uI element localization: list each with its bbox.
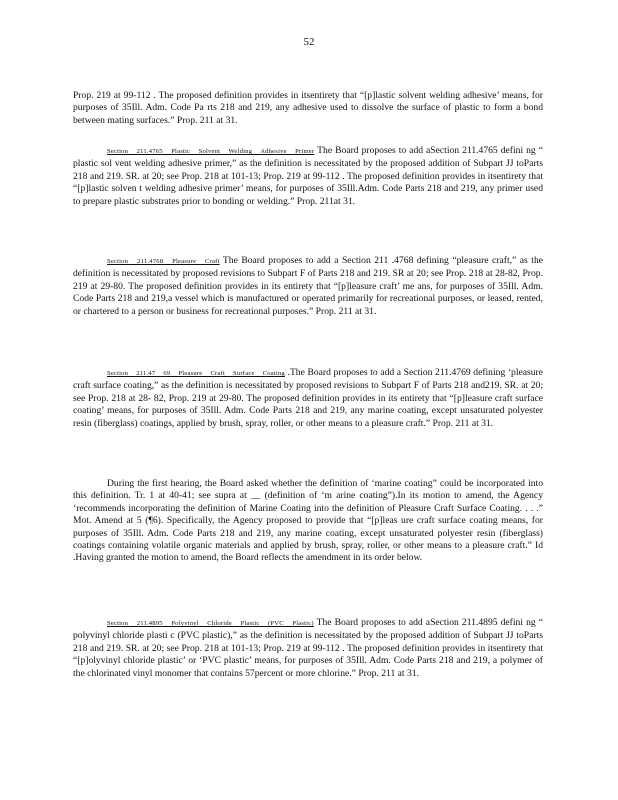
paragraph-text: .The Board proposes to add a Section 211.4769 defining ‘pleasure craft surface coating,” as the definition is necessitated by proposed revisions to Subpart F of Parts 218 and219. SR. at 20; see Prop. 218 at 28- 82, Prop. 219 at 29-80. The proposed definition provides in its entirety that “[p]leasure craft surface coating’ means, for purposes of 35Ill. Adm. Code Parts 218 and 219, any marine coating, except unsaturated polyester resin (fiberglass) coatings, applied by brush, spray, roller, or other means to a pleasure craft.” Prop. 211 at 31. [73,367,544,429]
paragraph-text: The Board proposes to add aSection 211.4765 defini ng “ plastic sol vent welding adhesive primer,” as the definition is necessitated by the proposed addition of Subpart JJ toParts 218 and 219. SR. at 20; see Prop. 218 at 101-13; Prop. 219 at 99-112 . The proposed definition provides in itsentirety that “[p]lastic solven t welding adhesive primer’ means, for purposes of 35Ill.Adm. Code Parts 218 and 219, any primer used to prepare plastic substrates prior to bonding or welding.” Prop. 211at 31. [73,145,544,207]
paragraph-text: Prop. 219 at 99-112 . The proposed definition provides in itsentirety that “[p]lastic solvent welding adhesive’ means, for purposes of 35Ill. Adm. Code Pa rts 218 and 219, any adhesive used to dissolve the surface of plastic to form a bond between mating surfaces.” Prop. 211 at 31. [73,90,543,126]
paragraph-text: The Board proposes to add aSection 211.4895 defini ng “ polyvinyl chloride plasti c (PVC plastic),” as the definition is necessitated by the proposed addition of Subpart JJ toParts 218 and 219. SR. at 20; see Prop. 218 at 101-13; Prop. 219 at 99-112 . The proposed definition provides in itsentirety that “[p]olyvinyl chloride plastic’ or ‘PVC plastic’ means, for purposes of 35Ill. Adm. Code Parts 218 and 219, a polymer of the chlorinated vinyl monomer that contains 57percent or more chlorine.” Prop. 211 at 31. [73,617,543,679]
paragraph-section-211-4769 [73,367,543,430]
section-heading: Section 211.4768 Pleasure Craft [107,258,220,265]
section-heading: Section 211.47 69 Pleasure Craft Surface Coating [107,370,285,377]
paragraph-first-hearing-discussion [73,478,543,565]
paragraph-section-211-4895 [73,617,543,680]
paragraph-plastic-solvent-welding-adhesive-continuation [73,90,543,127]
paragraph-text: During the first hearing, the Board asked whether the definition of ‘marine coating” could be incorporated into this definition. Tr. 1 at 40-41; see supra at __ (definition of ‘m arine coating”).In its motion to amend, the Agency ‘recommends incorporating the definition of Marine Coating into the definition of Pleasure Craft Surface Coating. . . .” Mot. Amend at 5 (¶6). Specifically, the Agency proposed to provide that “[p]leas ure craft surface coating means, for purposes of 35Ill. Adm. Code Parts 218 and 219, any marine coating, except unsaturated polyester resin (fiberglass) coatings containing volatile organic materials and applied by brush, spray, roller, or other means to a pleasure craft.” Id .Having granted the motion to amend, the Board reflects the amendment in its order below. [73,478,543,564]
section-heading: Section 211.4765 Plastic Solvent Welding Adhesive Primer [107,148,315,155]
paragraph-text: The Board proposes to add a Section 211 .4768 defining “pleasure craft,” as the definition is necessitated by proposed revisions to Subpart F of Parts 218 and 219. SR at 20; see Prop. 218 at 28-82, Prop. 219 at 29-80. The proposed definition provides in its entirety that “[p]leasure craft’ me ans, for purposes of 35Ill. Adm. Code Parts 218 and 219,a vessel which is manufactured or operated primarily for recreational purposes, or leased, rented, or chartered to a person or business for recreational purposes.” Prop. 211 at 31. [73,255,543,317]
paragraph-section-211-4768 [73,255,543,318]
page-number: 52 [303,36,315,48]
paragraph-section-211-4765 [73,145,543,208]
section-heading: Section 211.4895 Polyvinyl Chloride Plastic (PVC Plastic) [107,620,314,627]
